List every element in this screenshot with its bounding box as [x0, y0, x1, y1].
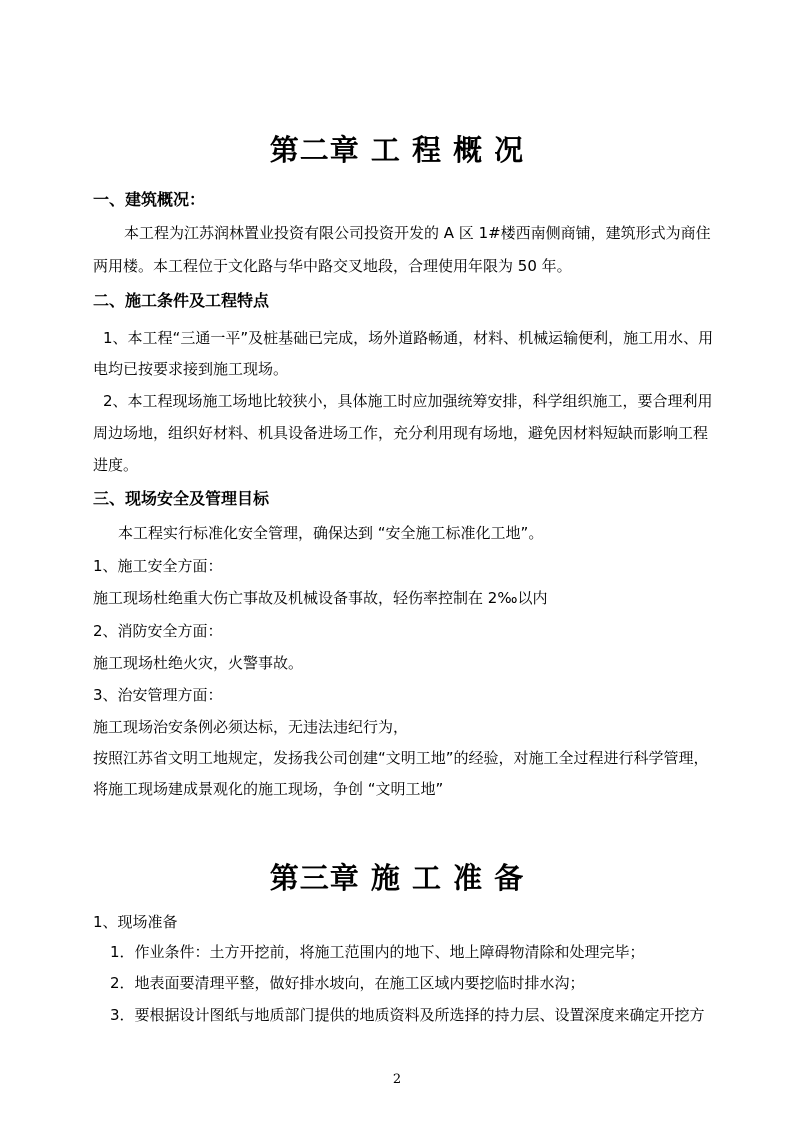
paragraph-line: 3、治安管理方面：: [93, 686, 223, 704]
paragraph-line: 本工程为江苏润林置业投资有限公司投资开发的 A 区 1#楼西南侧商铺，建筑形式为商住: [124, 224, 711, 242]
list-item: 3．要根据设计图纸与地质部门提供的地质资料及所选择的持力层、设置深度来确定开挖方: [110, 1006, 705, 1024]
paragraph-line: 本工程实行标准化安全管理，确保达到 “安全施工标准化工地”。: [118, 524, 544, 542]
paragraph-line: 1、本工程“三通一平”及桩基础已完成，场外道路畅通，材料、机械运输便利，施工用水、用: [103, 329, 714, 347]
paragraph-line: 将施工现场建成景观化的施工现场，争创 “文明工地”: [93, 780, 444, 798]
paragraph-line: 施工现场治安条例必须达标，无违法违纪行为，: [93, 718, 409, 736]
paragraph-line: 1、现场准备: [93, 913, 178, 931]
chapter-3-title: 第三章 施 工 准 备: [269, 861, 525, 895]
list-item: 2．地表面要清理平整，做好排水坡向，在施工区域内要挖临时排水沟；: [110, 974, 585, 992]
paragraph-line: 施工现场杜绝重大伤亡事故及机械设备事故，轻伤率控制在 2‰以内: [93, 589, 548, 607]
paragraph-line: 两用楼。本工程位于文化路与华中路交叉地段，合理使用年限为 50 年。: [93, 257, 572, 275]
paragraph-line: 周边场地，组织好材料、机具设备进场工作，充分利用现有场地，避免因材料短缺而影响工程: [93, 424, 709, 442]
section-3-heading: 三、现场安全及管理目标: [93, 489, 270, 508]
paragraph-line: 电均已按要求接到施工现场。: [93, 360, 289, 378]
chapter-2-title: 第二章 工 程 概 况: [269, 133, 525, 167]
paragraph-line: 2、本工程现场施工场地比较狭小，具体施工时应加强统筹安排，科学组织施工，要合理利用: [103, 392, 713, 410]
paragraph-line: 进度。: [93, 456, 139, 474]
section-1-heading: 一、建筑概况：: [93, 190, 206, 209]
page-number: 2: [392, 1072, 402, 1087]
section-2-heading: 二、施工条件及工程特点: [93, 291, 270, 310]
paragraph-line: 2、消防安全方面：: [93, 622, 223, 640]
paragraph-line: 施工现场杜绝火灾，火警事故。: [93, 654, 304, 672]
paragraph-line: 按照江苏省文明工地规定，发扬我公司创建“文明工地”的经验，对施工全过程进行科学管理，: [93, 749, 709, 767]
paragraph-line: 1、施工安全方面：: [93, 557, 223, 575]
list-item: 1．作业条件：土方开挖前，将施工范围内的地下、地上障碍物清除和处理完毕；: [110, 943, 645, 961]
